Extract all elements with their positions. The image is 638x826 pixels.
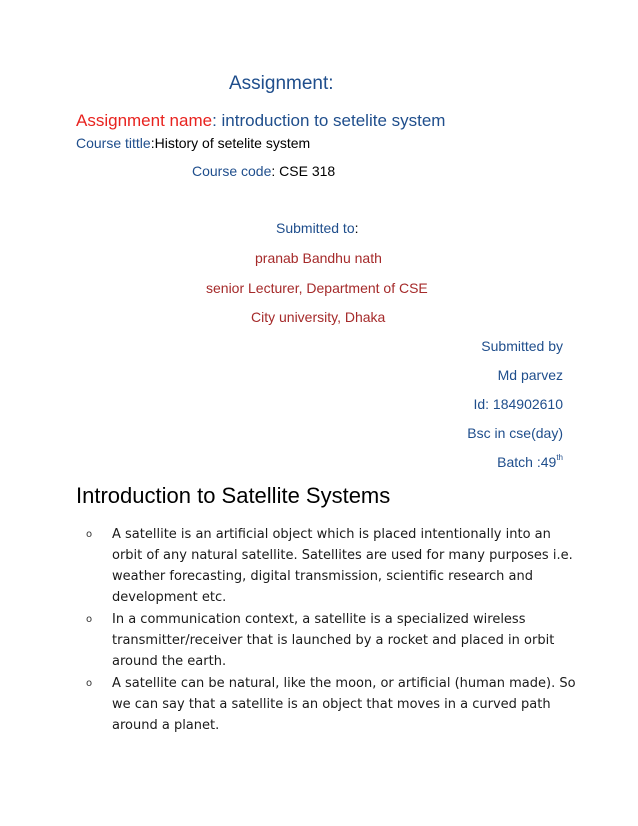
student-id: Id: 184902610 xyxy=(473,396,563,412)
assignment-title: Assignment: xyxy=(229,73,334,94)
bullet-item xyxy=(86,609,576,672)
course-title-line xyxy=(76,134,310,152)
bullet-text: A satellite is an artificial object which is placed intentionally into an orbit of any natural satellite. Satellites are used for many purposes i.e. weather forecasting, digital transmission, scientific research and development etc. xyxy=(112,527,573,605)
course-code-label: Course code xyxy=(192,163,272,179)
circle-bullet-icon: o xyxy=(86,614,93,625)
circle-bullet-icon: o xyxy=(86,678,93,689)
course-title-value: History of setelite system xyxy=(154,135,311,151)
circle-bullet-icon: o xyxy=(86,529,93,540)
course-code-line xyxy=(192,162,335,180)
student-batch-line xyxy=(497,453,563,471)
batch-suffix: th xyxy=(556,453,563,462)
bullet-list xyxy=(86,524,576,737)
bullet-text: A satellite can be natural, like the moon, or artificial (human made). So we can say that a satellite is an object that moves in a curved path around a planet. xyxy=(112,676,576,733)
student-name: Md parvez xyxy=(497,367,563,383)
bullet-item xyxy=(86,673,576,736)
course-code-sep: : xyxy=(271,163,280,179)
assignment-name-line xyxy=(76,110,445,132)
teacher-name: pranab Bandhu nath xyxy=(255,250,382,266)
submitted-to-sep: : xyxy=(354,220,359,236)
assignment-name-value: introduction to setelite system xyxy=(221,111,446,130)
submitted-to-label: Submitted to xyxy=(276,220,355,236)
course-title-sep: : xyxy=(150,135,155,151)
course-code-value: CSE 318 xyxy=(279,163,336,179)
course-title-label: Course tittle xyxy=(76,135,151,151)
assignment-name-sep: : xyxy=(212,111,222,130)
assignment-name-label: Assignment name xyxy=(76,111,213,130)
teacher-university: City university, Dhaka xyxy=(251,309,386,325)
teacher-role: senior Lecturer, Department of CSE xyxy=(206,280,428,296)
bullet-item xyxy=(86,524,576,608)
section-heading: Introduction to Satellite Systems xyxy=(76,483,391,508)
student-program: Bsc in cse(day) xyxy=(467,425,563,441)
submitted-to-label-line xyxy=(276,219,359,237)
submitted-by-label: Submitted by xyxy=(481,338,563,354)
bullet-text: In a communication context, a satellite is a specialized wireless transmitter/receiver that is launched by a rocket and placed in orbit around the earth. xyxy=(112,612,555,669)
student-batch: Batch :49 xyxy=(497,454,557,470)
